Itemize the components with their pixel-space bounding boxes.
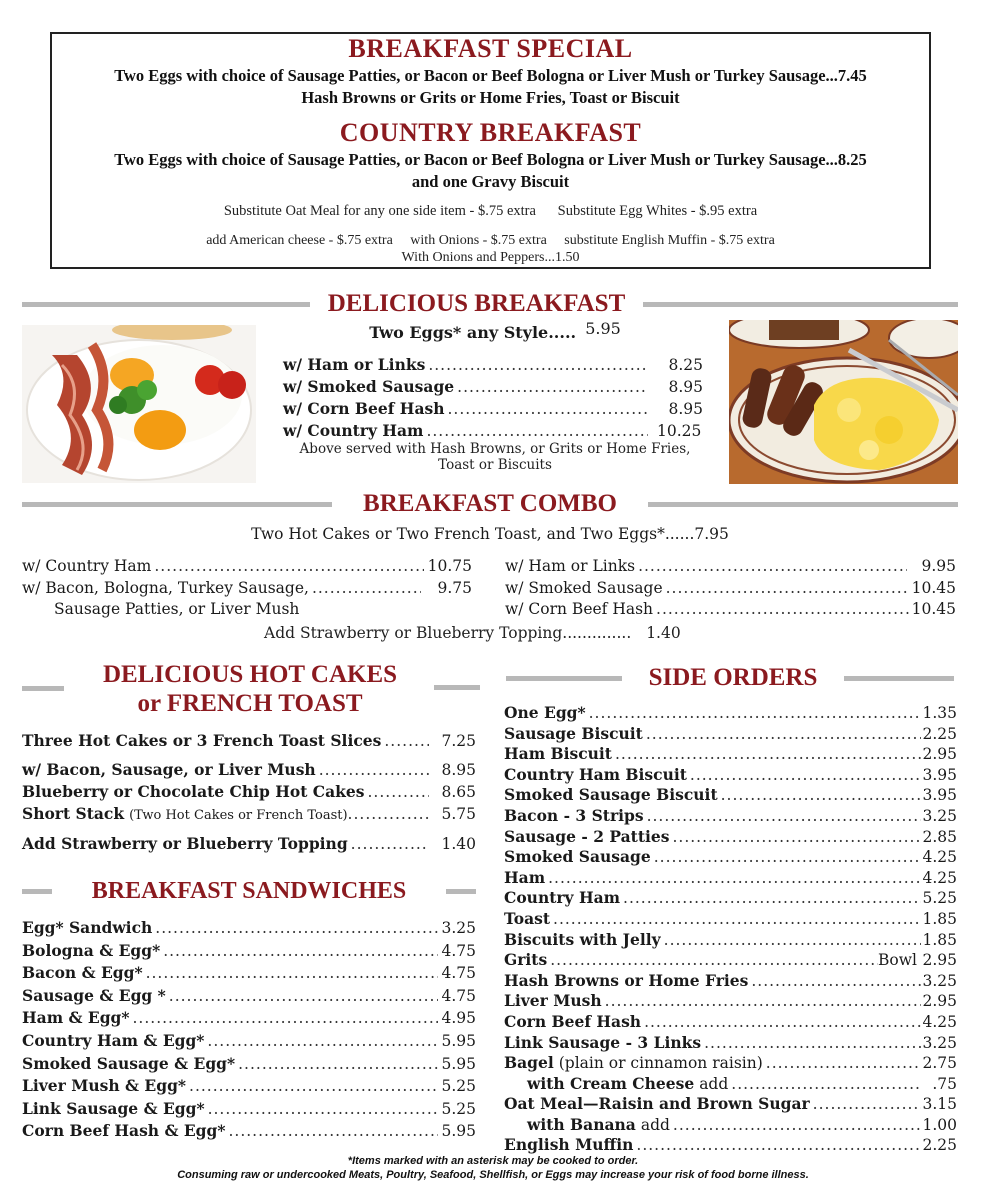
item-name: Sausage & Egg * [22,985,166,1005]
item-name: w/ Country Ham [22,557,152,575]
menu-item [22,940,476,963]
country-breakfast-title: COUNTRY BREAKFAST [339,118,642,147]
menu-item [504,1135,957,1156]
item-name: Toast [504,908,551,928]
item-price: 2.85 [922,827,957,846]
item-name: w/ Ham or Links [505,557,636,575]
breakfast-combo-title: BREAKFAST COMBO [363,490,617,517]
item-name: w/ Corn Beef Hash [283,399,445,418]
item-name: Smoked Sausage Biscuit [504,785,718,805]
menu-item [504,1094,957,1115]
footer-disclaimer [0,1154,986,1182]
side-orders-list [504,703,957,1156]
item-price: 2.95 [922,951,957,970]
item-price: 3.25 [922,1033,957,1052]
divider-rule [446,889,476,894]
item-price: 1.40 [441,835,476,853]
item-name: Bacon & Egg* [22,963,143,983]
footer-line2: Consuming raw or undercooked Meats, Poultry, Seafood, Shellfish, or Eggs may increase your risk of food borne illness. [177,1169,809,1181]
item-price: 5.95 [441,1122,476,1141]
menu-item [504,744,957,765]
item-price: 3.95 [922,765,957,784]
item-price: 10.75 [427,557,472,575]
item-name: Country Ham [504,888,621,908]
item-name: Liver Mush & Egg* [22,1076,187,1096]
item-name: Egg* Sandwich [22,918,153,937]
item-price: 9.95 [921,557,956,575]
item-name: with Banana [527,1114,636,1134]
divider-rule [643,302,958,307]
item-price: 5.75 [441,805,476,823]
menu-item [283,376,703,398]
item-price: 1.00 [922,1115,957,1134]
item-price: 4.75 [441,964,476,983]
item-note: (plain or cinnamon raisin) [558,1054,763,1073]
menu-item [504,1074,957,1095]
item-price: 4.25 [922,848,957,867]
menu-item [504,806,957,827]
menu-item [504,1033,957,1054]
item-name: English Muffin [504,1135,634,1155]
item-name: Link Sausage - 3 Links [504,1032,702,1052]
menu-item [504,991,957,1012]
item-price: 5.25 [441,1077,476,1096]
menu-item [22,985,476,1008]
menu-item [22,962,476,985]
scrambled-eggs-plate-icon [729,320,958,484]
divider-rule [22,302,310,307]
menu-item [504,909,957,930]
item-name: Blueberry or Chocolate Chip Hot Cakes [22,782,365,801]
item-price: 10.45 [911,600,956,618]
menu-item [22,556,472,578]
divider-rule [22,686,64,691]
hot-cakes-list [22,730,476,855]
item-name: w/ Bacon, Sausage, or Liver Mush [22,760,316,779]
hot-cakes-title-line2: or FRENCH TOAST [137,690,363,717]
item-price: 4.25 [922,868,957,887]
item-price: 2.95 [922,745,957,764]
breakfast-special-sides: Hash Browns or Grits or Home Fries, Toast or Biscuit [301,88,680,107]
two-eggs-any-style [280,319,710,343]
item-price: 5.25 [922,889,957,908]
item-name: w/ Country Ham [283,421,424,440]
menu-item [22,1030,476,1053]
menu-item [504,765,957,786]
item-name: Sausage Biscuit [504,723,643,743]
menu-item [504,1115,957,1136]
menu-item [22,917,476,940]
item-name: Smoked Sausage [504,847,651,867]
scrambled-eggs-sausage-photo [729,320,958,484]
item-note: add [640,1115,670,1134]
item-price: 8.95 [441,761,476,779]
item-price: 10.25 [657,422,702,440]
delicious-breakfast-list [283,354,703,442]
item-name: Add Strawberry or Blueberry Topping [22,834,348,853]
breakfast-special-line: Two Eggs with choice of Sausage Patties, or Bacon or Beef Bologna or Liver Mush or Turkey Sausage...7.45 [114,66,867,85]
item-name: Bagel [504,1053,554,1073]
item-continuation: Sausage Patties, or Liver Mush [54,600,300,618]
hot-cakes-title-line1: DELICIOUS HOT CAKES [102,661,398,688]
item-price: 2.25 [922,1136,957,1155]
item-price: 5.95 [441,1054,476,1073]
menu-item [22,1007,476,1030]
item-price: 1.85 [922,930,957,949]
side-orders-header [506,664,954,692]
divider-rule [648,502,958,507]
substitution-note: Substitute Oat Meal for any one side item - $.75 extra Substitute Egg Whites - $.95 extra [223,203,758,219]
item-price: 7.25 [441,732,476,750]
item-unit: Bowl [878,951,917,970]
item-price: 8.25 [668,356,703,374]
item-price: 5.25 [441,1099,476,1118]
item-note: (Two Hot Cakes or French Toast) [129,808,348,823]
menu-item [22,730,476,752]
item-name: w/ Smoked Sausage [505,578,663,597]
breakfast-special-title: BREAKFAST SPECIAL [348,34,633,63]
item-name: Corn Beef Hash & Egg* [22,1121,226,1141]
item-name: Corn Beef Hash [504,1011,642,1031]
item-name: Country Ham & Egg* [22,1030,205,1050]
menu-item [504,868,957,889]
country-breakfast-sides: and one Gravy Biscuit [411,172,570,191]
menu-item [22,578,472,600]
menu-item [505,599,956,621]
sandwiches-list [22,917,476,1143]
breakfast-special-box [50,32,931,269]
menu-item [504,847,957,868]
item-price: 4.75 [441,941,476,960]
menu-item [283,398,703,420]
combo-right-list [505,556,956,621]
item-price: .75 [932,1074,957,1093]
menu-item [505,556,956,578]
fried-eggs-plate-icon [22,325,256,483]
item-price: 3.25 [441,919,476,937]
divider-rule [22,889,52,894]
menu-item [22,803,476,826]
item-name: Short Stack [22,804,125,823]
menu-item [504,930,957,951]
item-price: 2.25 [922,724,957,743]
item-price: 3.25 [922,971,957,990]
item-price: 8.65 [441,783,476,801]
two-eggs-label: Two Eggs* any Style..... [369,323,577,342]
item-name: Hash Browns or Home Fries [504,970,749,990]
menu-item [22,759,476,781]
item-price: 3.15 [922,1095,957,1114]
item-name: Biscuits with Jelly [504,929,661,949]
sides-note-line: Toast or Biscuits [438,457,552,473]
item-price: 8.95 [668,400,703,418]
menu-item [504,724,957,745]
item-price: 4.75 [441,986,476,1005]
item-name: One Egg* [504,703,586,722]
item-name: w/ Corn Beef Hash [505,600,654,618]
country-breakfast-line: Two Eggs with choice of Sausage Patties, or Bacon or Beef Bologna or Liver Mush or Turkey Sausage...8.25 [114,150,867,169]
combo-lead: Two Hot Cakes or Two French Toast, and Two Eggs*......7.95 [251,525,729,543]
delicious-breakfast-header [22,290,958,318]
footer-line1: *Items marked with an asterisk may be cooked to order. [347,1155,639,1167]
menu-item [22,1075,476,1098]
item-price: 4.25 [922,1012,957,1031]
menu-item [504,827,957,848]
item-name: Ham & Egg* [22,1008,130,1028]
menu-item [504,1012,957,1033]
item-price: 9.75 [437,578,472,597]
menu-item [283,420,703,442]
item-name: Smoked Sausage & Egg* [22,1053,236,1073]
item-name: w/ Bacon, Bologna, Turkey Sausage, [22,578,309,597]
item-name: w/ Smoked Sausage [283,377,455,396]
menu-item [504,971,957,992]
onions-peppers-note: With Onions and Peppers...1.50 [401,250,580,265]
delicious-breakfast-sides-note [280,441,710,473]
item-name: Sausage - 2 Patties [504,826,670,846]
menu-item [504,888,957,909]
item-name: Oat Meal—Raisin and Brown Sugar [504,1094,810,1114]
menu-item [504,1053,957,1074]
menu-item [22,833,476,855]
item-name: Grits [504,950,548,970]
menu-item [504,703,957,724]
menu-item [504,950,957,971]
two-eggs-price: 5.95 [585,319,621,338]
side-orders-title: SIDE ORDERS [648,664,818,691]
hot-cakes-title [60,660,440,718]
item-note: add [699,1074,729,1093]
item-name: with Cream Cheese [527,1073,695,1093]
item-price: 2.95 [922,992,957,1011]
combo-topping [264,623,764,643]
item-name: Three Hot Cakes or 3 French Toast Slices [22,731,382,750]
fried-eggs-bacon-photo [22,325,256,483]
item-price: 8.95 [668,378,703,396]
item-price: 1.85 [922,909,957,928]
menu-item [22,781,476,803]
divider-rule [434,685,480,690]
menu-item [22,1120,476,1143]
breakfast-combo-header [22,490,958,518]
item-price: 2.75 [922,1054,957,1073]
menu-item [283,354,703,376]
menu-item [504,785,957,806]
delicious-breakfast-title: DELICIOUS BREAKFAST [327,290,626,317]
item-name: Ham [504,867,546,887]
item-name: Liver Mush [504,991,602,1011]
menu-item [505,578,956,600]
menu-item [22,1098,476,1121]
combo-left-list [22,556,472,621]
sandwiches-title: BREAKFAST SANDWICHES [91,878,407,904]
item-price: 10.45 [911,578,956,597]
item-name: w/ Ham or Links [283,355,426,374]
item-name: Ham Biscuit [504,744,612,764]
item-price: 3.95 [922,786,957,805]
extras-note: add American cheese - $.75 extra with Onions - $.75 extra substitute English Muffin - $.75 extra [206,233,775,248]
divider-rule [22,502,332,507]
item-price: 5.95 [441,1031,476,1050]
item-name: Bacon - 3 Strips [504,805,644,825]
divider-rule [844,676,954,681]
sandwiches-header [22,878,476,905]
menu-item [22,1053,476,1076]
item-name: Country Ham Biscuit [504,764,687,784]
item-price: 3.25 [922,806,957,825]
item-name: Link Sausage & Egg* [22,1098,205,1118]
divider-rule [506,676,622,681]
item-price: 4.95 [441,1009,476,1028]
item-name: Bologna & Egg* [22,940,161,960]
sides-note-line: Above served with Hash Browns, or Grits or Home Fries, [299,441,691,457]
topping-label: Add Strawberry or Blueberry Topping.............. [264,624,632,642]
topping-price: 1.40 [646,624,681,642]
item-price: 1.35 [922,704,957,722]
